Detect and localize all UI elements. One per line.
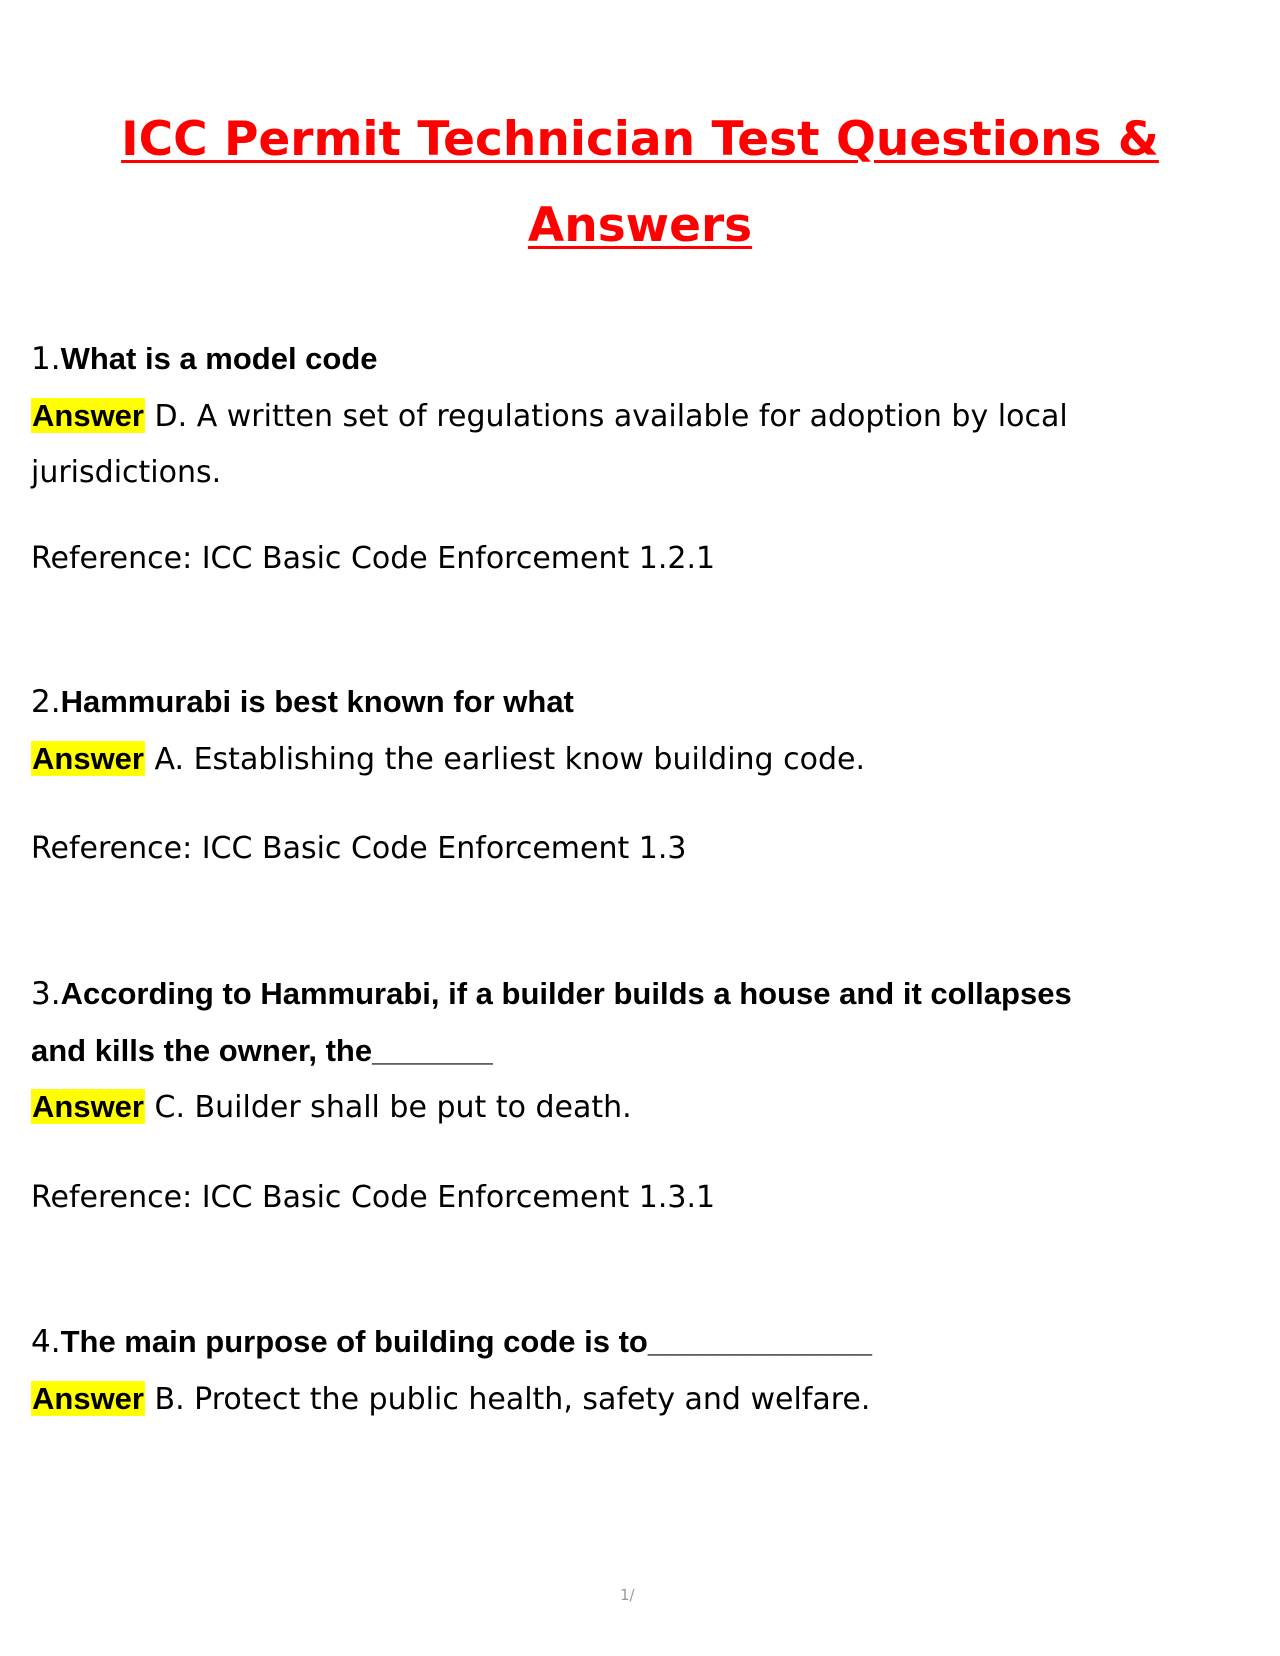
question-text: According to Hammurabi, if a builder builds a house and it collapses	[60, 976, 1072, 1011]
answer-label-highlight: Answer	[32, 741, 144, 776]
reference-1: Reference: ICC Basic Code Enforcement 1.2.1	[31, 541, 716, 576]
question-4	[31, 1324, 872, 1360]
answer-text: C. Builder shall be put to death.	[154, 1090, 632, 1125]
answer-1	[31, 398, 1068, 434]
question-1	[31, 341, 378, 377]
question-3-continued	[31, 1033, 493, 1069]
question-number: 1.	[31, 341, 61, 377]
reference-3: Reference: ICC Basic Code Enforcement 1.3.1	[31, 1180, 716, 1215]
question-number: 2.	[31, 684, 61, 720]
answer-label-highlight: Answer	[32, 1089, 144, 1124]
answer-label-highlight: Answer	[32, 398, 144, 433]
document-title-line-2: Answers	[527, 198, 753, 253]
reference-2: Reference: ICC Basic Code Enforcement 1.3	[31, 831, 687, 866]
question-text: The main purpose of building code is to_____________	[60, 1324, 872, 1359]
answer-text: A. Establishing the earliest know building code.	[154, 742, 866, 777]
answer-text: B. Protect the public health, safety and welfare.	[154, 1382, 871, 1417]
question-text: and kills the owner, the_______	[31, 1033, 493, 1068]
answer-label-highlight: Answer	[32, 1381, 144, 1416]
answer-4	[31, 1381, 870, 1417]
question-2	[31, 684, 574, 720]
page-number: 1/	[620, 1586, 635, 1604]
answer-text: D. A written set of regulations available for adoption by local	[154, 399, 1068, 434]
question-number: 4.	[31, 1324, 61, 1360]
document-title-line-1: ICC Permit Technician Test Questions &	[121, 112, 1159, 167]
question-text: What is a model code	[60, 341, 378, 376]
answer-1-continued: jurisdictions.	[31, 455, 222, 490]
answer-3	[31, 1089, 632, 1125]
question-number: 3.	[31, 976, 61, 1012]
question-3	[31, 976, 1072, 1012]
question-text: Hammurabi is best known for what	[60, 684, 574, 719]
answer-2	[31, 741, 865, 777]
